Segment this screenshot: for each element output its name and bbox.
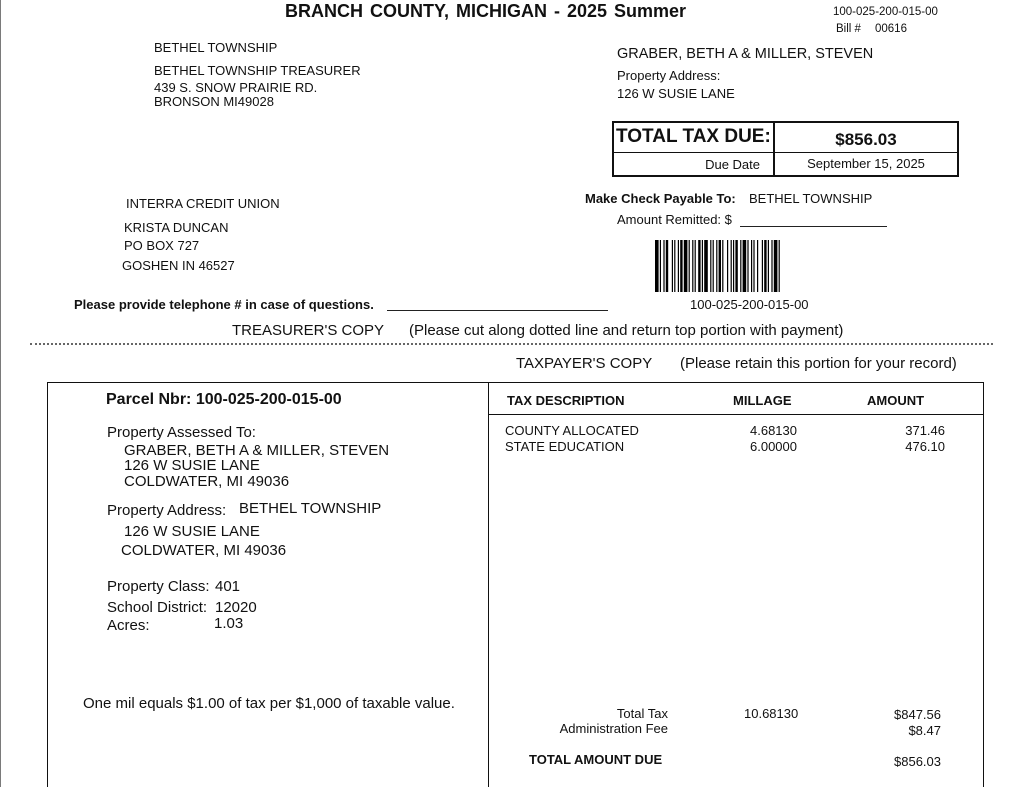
barcode-bar xyxy=(779,240,780,292)
barcode-bar xyxy=(733,240,734,292)
barcode-bar xyxy=(727,240,728,292)
header-millage: MILLAGE xyxy=(733,393,792,408)
barcode-bar xyxy=(702,240,703,292)
amount-remitted-field[interactable] xyxy=(740,226,887,227)
section-middle-rule xyxy=(488,382,489,787)
admin-fee-amount: $8.47 xyxy=(908,723,941,738)
table-row-2-description: STATE EDUCATION xyxy=(505,439,625,454)
table-row-1-millage: 4.68130 xyxy=(750,423,797,438)
section-top-rule xyxy=(47,382,984,383)
mail-to-line-4: GOSHEN IN 46527 xyxy=(122,258,235,273)
barcode-bar xyxy=(695,240,696,292)
total-tax-due-amount: $856.03 xyxy=(835,130,897,149)
total-tax-label: Total Tax xyxy=(616,706,668,721)
barcode-bar xyxy=(731,240,732,292)
header-amount: AMOUNT xyxy=(867,393,925,408)
barcode-bar xyxy=(678,240,679,292)
owner-property-address-label: Property Address: xyxy=(617,68,721,83)
barcode-bar xyxy=(771,240,772,292)
barcode-bar xyxy=(689,240,690,292)
owner-name: GRABER, BETH A & MILLER, STEVEN xyxy=(617,46,874,62)
barcode-bar xyxy=(680,240,682,292)
barcode-bar xyxy=(684,240,688,292)
barcode-bar xyxy=(692,240,693,292)
school-district-value: 12020 xyxy=(215,599,257,616)
assessed-name: GRABER, BETH A & MILLER, STEVEN xyxy=(124,442,390,459)
barcode-bar xyxy=(716,240,717,292)
acres-label: Acres: xyxy=(107,617,150,634)
page-left-border xyxy=(0,0,1,787)
barcode-bar xyxy=(722,240,723,292)
owner-property-address: 126 W SUSIE LANE xyxy=(617,86,735,101)
barcode-bar xyxy=(698,240,700,292)
table-header-rule xyxy=(489,414,983,415)
barcode-bar xyxy=(757,240,758,292)
school-district-label: School District: xyxy=(107,599,208,616)
total-tax-millage: 10.68130 xyxy=(744,706,799,721)
section-left-rule xyxy=(47,382,48,787)
table-row-1-amount: 371.46 xyxy=(905,423,945,438)
property-class-value: 401 xyxy=(215,578,241,595)
check-payable-label: Make Check Payable To: xyxy=(585,191,736,206)
total-tax-due-box xyxy=(612,121,959,177)
section-right-rule xyxy=(983,382,984,787)
barcode-image xyxy=(655,240,830,292)
acres-value: 1.03 xyxy=(214,615,244,632)
mail-to-line-3: PO BOX 727 xyxy=(124,238,200,253)
total-amount-due-label: TOTAL AMOUNT DUE xyxy=(529,752,663,767)
barcode-bar xyxy=(719,240,721,292)
bill-number: 00616 xyxy=(875,23,907,35)
property-city: COLDWATER, MI 49036 xyxy=(121,542,287,559)
taxpayer-copy-label: TAXPAYER'S COPY xyxy=(516,355,653,372)
barcode-bar xyxy=(710,240,711,292)
barcode-bar xyxy=(768,240,769,292)
header-tax-description: TAX DESCRIPTION xyxy=(507,393,625,408)
barcode-bar xyxy=(774,240,778,292)
phone-prompt: Please provide telephone # in case of questions. xyxy=(74,297,374,312)
barcode-bar xyxy=(704,240,708,292)
barcode-bar xyxy=(740,240,741,292)
total-amount-due: $856.03 xyxy=(894,754,941,769)
barcode-bar xyxy=(735,240,737,292)
total-tax-due-label: TOTAL TAX DUE: xyxy=(616,126,771,147)
barcode-bar xyxy=(762,240,763,292)
barcode-bar xyxy=(753,240,754,292)
barcode-bar xyxy=(672,240,673,292)
box-horizontal-divider xyxy=(614,152,957,153)
assessed-to-label: Property Assessed To: xyxy=(107,424,256,441)
barcode-bar xyxy=(666,240,668,292)
phone-field[interactable] xyxy=(387,310,608,311)
barcode-bar xyxy=(747,240,748,292)
table-row-1-description: COUNTY ALLOCATED xyxy=(505,423,639,438)
property-address-label: Property Address: xyxy=(107,502,227,519)
admin-fee-label: Administration Fee xyxy=(559,721,668,736)
amount-remitted-label: Amount Remitted: $ xyxy=(617,212,732,227)
taxpayer-copy-note: (Please retain this portion for your record) xyxy=(680,355,957,372)
property-class-label: Property Class: xyxy=(107,578,210,595)
mail-to-line-2: KRISTA DUNCAN xyxy=(124,220,229,235)
assessed-street: 126 W SUSIE LANE xyxy=(124,457,260,474)
table-row-2-amount: 476.10 xyxy=(905,439,945,454)
mail-to-line-1: INTERRA CREDIT UNION xyxy=(126,196,280,211)
mil-note: One mil equals $1.00 of tax per $1,000 of taxable value. xyxy=(83,695,455,712)
barcode-bar xyxy=(674,240,675,292)
cut-line xyxy=(30,343,993,345)
table-row-2-millage: 6.00000 xyxy=(750,439,797,454)
assessed-city: COLDWATER, MI 49036 xyxy=(124,473,290,490)
check-payable-to: BETHEL TOWNSHIP xyxy=(749,191,873,206)
treasurer-city: BRONSON MI49028 xyxy=(154,94,274,109)
barcode-bar xyxy=(764,240,766,292)
header-parcel-number: 100-025-200-015-00 xyxy=(833,6,938,18)
due-date: September 15, 2025 xyxy=(807,156,925,171)
property-street: 126 W SUSIE LANE xyxy=(124,523,260,540)
treasurer-street: 439 S. SNOW PRAIRIE RD. xyxy=(154,80,318,95)
barcode-bar xyxy=(751,240,752,292)
barcode-bar xyxy=(655,240,659,292)
barcode-bar xyxy=(663,240,664,292)
parcel-number: Parcel Nbr: 100-025-200-015-00 xyxy=(106,391,342,408)
barcode-number: 100-025-200-015-00 xyxy=(690,297,809,312)
total-tax-amount: $847.56 xyxy=(894,707,941,722)
treasurer-township: BETHEL TOWNSHIP xyxy=(154,40,278,55)
barcode-bar xyxy=(660,240,661,292)
bill-title: BRANCH COUNTY, MICHIGAN - 2025 Summer xyxy=(285,1,687,21)
treasurer-copy-label: TREASURER'S COPY xyxy=(232,322,385,339)
treasurer-copy-note: (Please cut along dotted line and return top portion with payment) xyxy=(409,322,844,339)
property-township: BETHEL TOWNSHIP xyxy=(239,500,382,517)
due-date-label: Due Date xyxy=(705,157,760,172)
bill-number-label: Bill # xyxy=(836,23,861,35)
treasurer-office: BETHEL TOWNSHIP TREASURER xyxy=(154,63,361,78)
barcode-bar xyxy=(743,240,747,292)
barcode-bar xyxy=(713,240,714,292)
